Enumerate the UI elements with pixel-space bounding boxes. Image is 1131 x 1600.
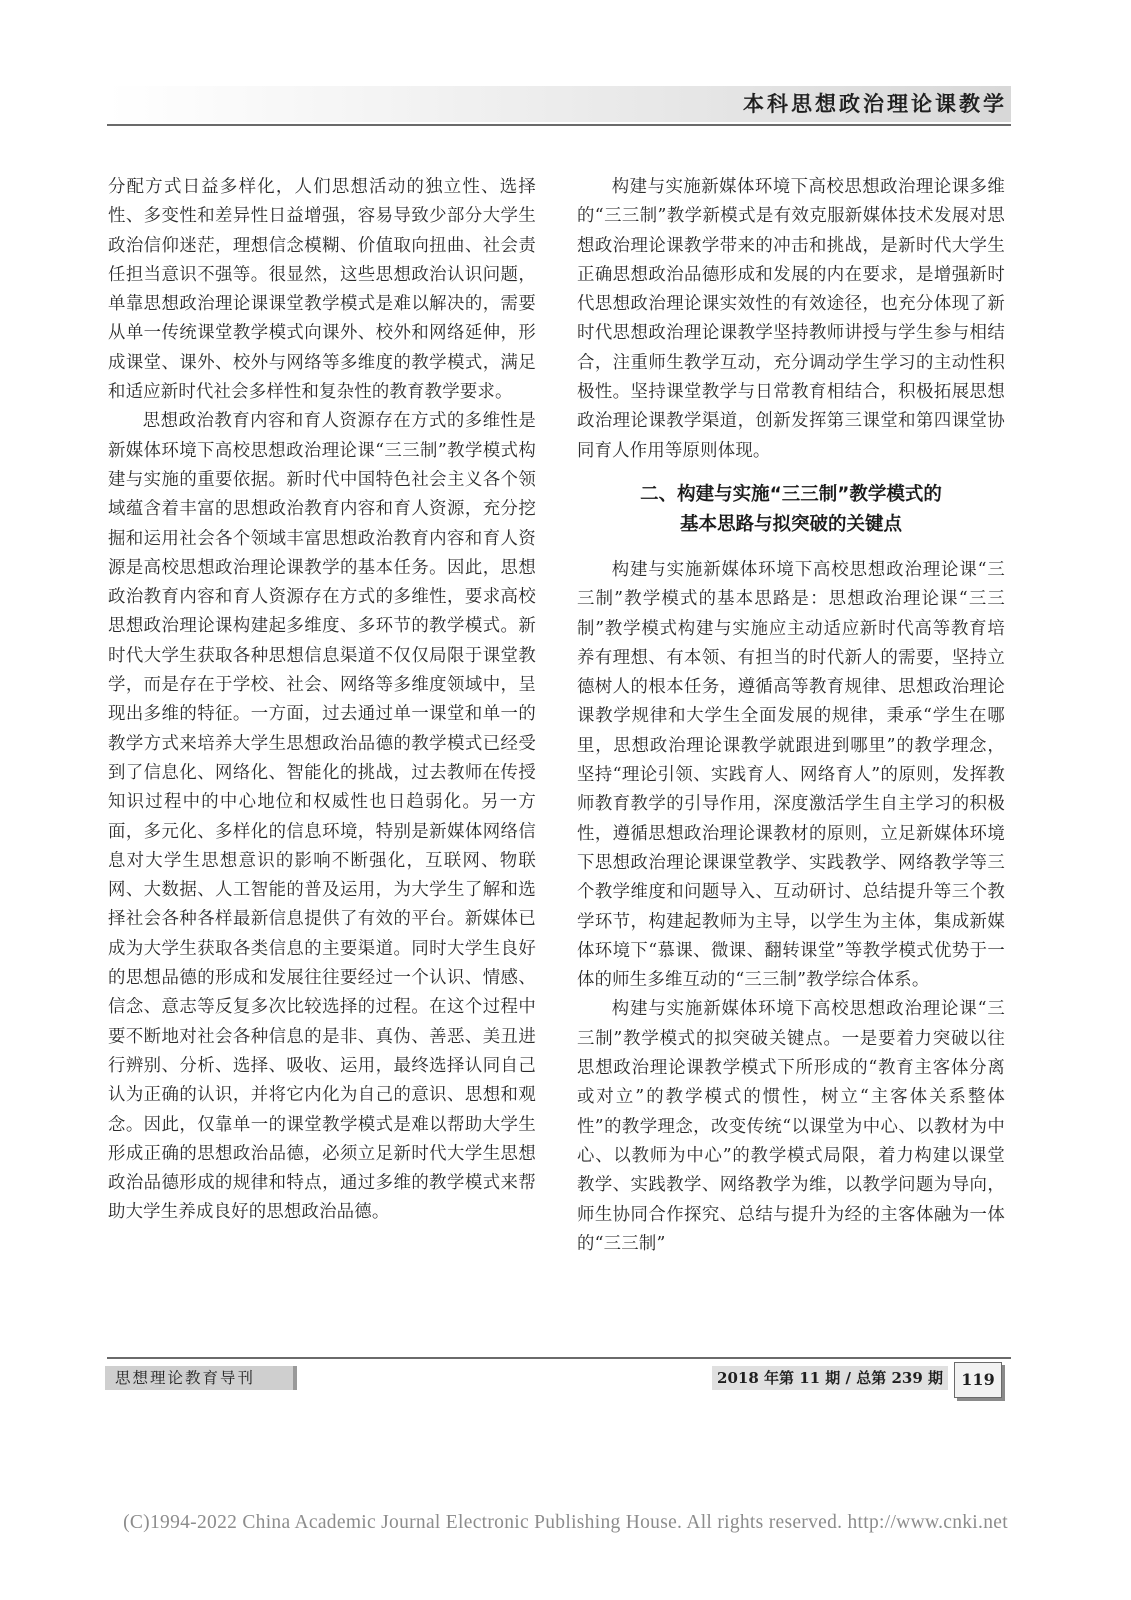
section-heading-line-1: 二、构建与实施“三三制”教学模式的 — [640, 483, 942, 505]
right-column — [577, 173, 1005, 1259]
right-paragraph-2: 构建与实施新媒体环境下高校思想政治理论课“三三制”教学模式的基本思路是：思想政治理论课“三三制”教学模式构建与实施应主动适应新时代高等教育培养有理想、有本领、有担当的时代新人的需要，坚持立德树人的根本任务，遵循高等教育规律、思想政治理论课教学规律和大学生全面发展的规律，秉承“学生在哪里，思想政治理论课教学就跟进到哪里”的教学理念，坚持“理论引领、实践育人、网络育人”的原则，发挥教师教育教学的引导作用，深度激活学生自主学习的积极性，遵循思想政治理论课教材的原则，立足新媒体环境下思想政治理论课课堂教学、实践教学、网络教学等三个教学维度和问题导入、互动研讨、总结提升等三个教学环节，构建起教师为主导，以学生为主体，集成新媒体环境下“慕课、微课、翻转课堂”等教学模式优势于一体的师生多维互动的“三三制”教学综合体系。 — [577, 559, 1005, 991]
header-rule — [107, 124, 1011, 126]
right-paragraph-1: 构建与实施新媒体环境下高校思想政治理论课多维的“三三制”教学新模式是有效克服新媒体技术发展对思想政治理论课教学带来的冲击和挑战，是新时代大学生正确思想政治品德形成和发展的内在要求，是增强新时代思想政治理论课实效性的有效途径，也充分体现了新时代思想政治理论课教学坚持教师讲授与学生参与相结合，注重师生教学互动，充分调动学生学习的主动性积极性。坚持课堂教学与日常教育相结合，积极拓展思想政治理论课教学渠道，创新发挥第三课堂和第四课堂协同育人作用等原则体现。 — [577, 177, 1005, 461]
section-title: 本科思想政治理论课教学 — [743, 92, 1007, 116]
page-number: 119 — [954, 1362, 1002, 1398]
journal-name: 思想理论教育导刊 — [105, 1366, 297, 1390]
left-paragraph-2: 思想政治教育内容和育人资源存在方式的多维性是新媒体环境下高校思想政治理论课“三三制”教学模式构建与实施的重要依据。新时代中国特色社会主义各个领域蕴含着丰富的思想政治教育内容和育人资源，充分挖掘和运用社会各个领域丰富思想政治教育内容和育人资源是高校思想政治理论课教学的基本任务。因此，思想政治教育内容和育人资源存在方式的多维性，要求高校思想政治理论课构建起多维度、多环节的教学模式。新时代大学生获取各种思想信息渠道不仅仅局限于课堂教学，而是存在于学校、社会、网络等多维度领域中，呈现出多维的特征。一方面，过去通过单一课堂和单一的教学方式来培养大学生思想政治品德的教学模式已经受到了信息化、网络化、智能化的挑战，过去教师在传授知识过程中的中心地位和权威性也日趋弱化。另一方面，多元化、多样化的信息环境，特别是新媒体网络信息对大学生思想意识的影响不断强化，互联网、物联网、大数据、人工智能的普及运用，为大学生了解和选择社会各种各样最新信息提供了有效的平台。新媒体已成为大学生获取各类信息的主要渠道。同时大学生良好的思想品德的形成和发展往往要经过一个认识、情感、信念、意志等反复多次比较选择的过程。在这个过程中要不断地对社会各种信息的是非、真伪、善恶、美丑进行辨别、分析、选择、吸收、运用，最终选择认同自己认为正确的认识，并将它内化为自己的意识、思想和观念。因此，仅靠单一的课堂教学模式是难以帮助大学生形成正确的思想政治品德，必须立足新时代大学生思想政治品德形成的规律和特点，通过多维的教学模式来帮助大学生养成良好的思想政治品德。 — [108, 411, 536, 1223]
section-heading-line-2: 基本思路与拟突破的关键点 — [679, 513, 902, 535]
left-column — [108, 173, 536, 1228]
section-heading — [577, 480, 1005, 540]
issue-info: 2018 年第 11 期 / 总第 239 期 — [712, 1366, 948, 1390]
copyright-notice: (C)1994-2022 China Academic Journal Electronic Publishing House. All rights reserved. http://www.cnki.net — [123, 1512, 1008, 1533]
right-paragraph-3: 构建与实施新媒体环境下高校思想政治理论课“三三制”教学模式的拟突破关键点。一是要着力突破以往思想政治理论课教学模式下所形成的“教育主客体分离或对立”的教学模式的惯性，树立“主客体关系整体性”的教学理念，改变传统“以课堂为中心、以教材为中心、以教师为中心”的教学模式局限，着力构建以课堂教学、实践教学、网络教学为维，以教学问题为导向，师生协同合作探究、总结与提升为经的主客体融为一体的“三三制” — [577, 999, 1005, 1254]
left-paragraph-1: 分配方式日益多样化，人们思想活动的独立性、选择性、多变性和差异性日益增强，容易导致少部分大学生政治信仰迷茫，理想信念模糊、价值取向扭曲、社会责任担当意识不强等。很显然，这些思想政治认识问题，单靠思想政治理论课课堂教学模式是难以解决的，需要从单一传统课堂教学模式向课外、校外和网络延伸，形成课堂、课外、校外与网络等多维度的教学模式，满足和适应新时代社会多样性和复杂性的教育教学要求。 — [108, 177, 536, 403]
footer-rule — [107, 1357, 1011, 1359]
